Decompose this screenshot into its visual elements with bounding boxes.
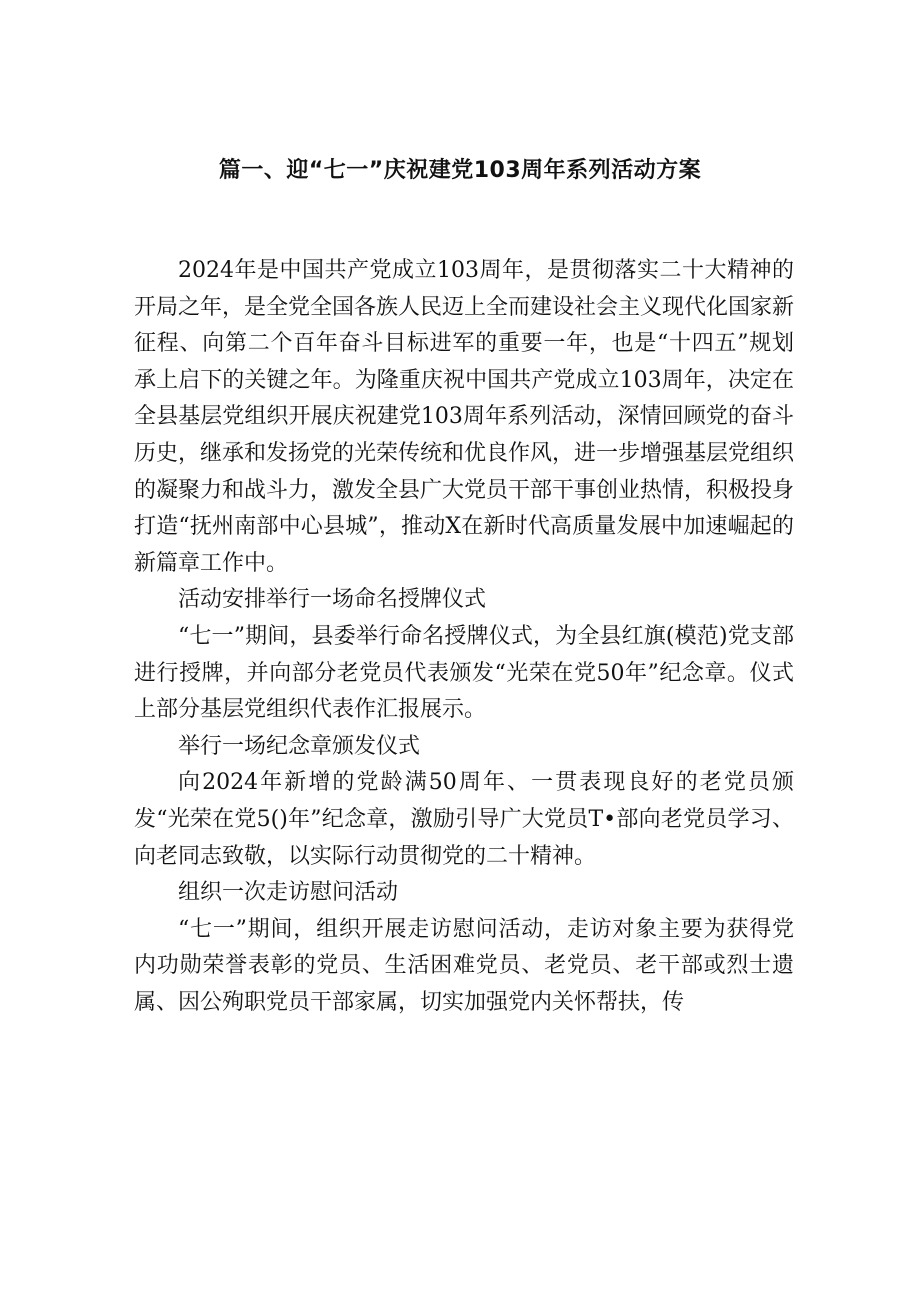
intro-paragraph: 2024年是中国共产党成立103周年，是贯彻落实二十大精神的开局之年，是全党全国各族人民迈上全而建设社会主义现代化国家新征程、向第二个百年奋斗目标进军的重要一年，也是“十四五”规划承上启下的关键之年。为隆重庆祝中国共产党成立103周年，决定在全县基层党组织开展庆祝建党103周年系列活动，深情回顾党的奋斗历史，继承和发扬党的光荣传统和优良作风，进一步增强基层党组织的凝聚力和战斗力，激发全县广大党员干部干事创业热情，积极投身打造“抚州南部中心县城”，推动X在新时代高质量发展中加速崛起的新篇章工作中。: [134, 258, 795, 576]
medal-ceremony-paragraph: 向2024年新增的党龄满50周年、一贯表现良好的老党员颁发“光荣在党5()年”纪念章，激励引导广大党员T•部向老党员学习、向老同志致敬，以实际行动贯彻党的二十精神。: [134, 770, 794, 869]
document-body: [134, 253, 794, 1021]
naming-ceremony-paragraph: “七一”期间，县委举行命名授牌仪式，为全县红旗(模范)党支部进行授牌，并向部分老党员代表颁发“光荣在党50年”纪念章。仪式上部分基层党组织代表作汇报展示。: [134, 623, 794, 723]
section-heading-medal-ceremony: 举行一场纪念章颁发仪式: [178, 733, 421, 759]
visit-activity-paragraph: “七一”期间，组织开展走访慰问活动，走访对象主要为获得党内功勋荣誉表彰的党员、生活困难党员、老党员、老干部或烈士遗属、因公殉职党员干部家属，切实加强党内关怀帮扶，传: [134, 916, 794, 1015]
document-title: 篇一、迎“七一”庆祝建党103周年系列活动方案: [218, 158, 702, 183]
section-heading-naming-ceremony: 活动安排举行一场命名授牌仪式: [178, 587, 487, 613]
section-heading-visit-activity: 组织一次走访慰问活动: [178, 880, 399, 906]
